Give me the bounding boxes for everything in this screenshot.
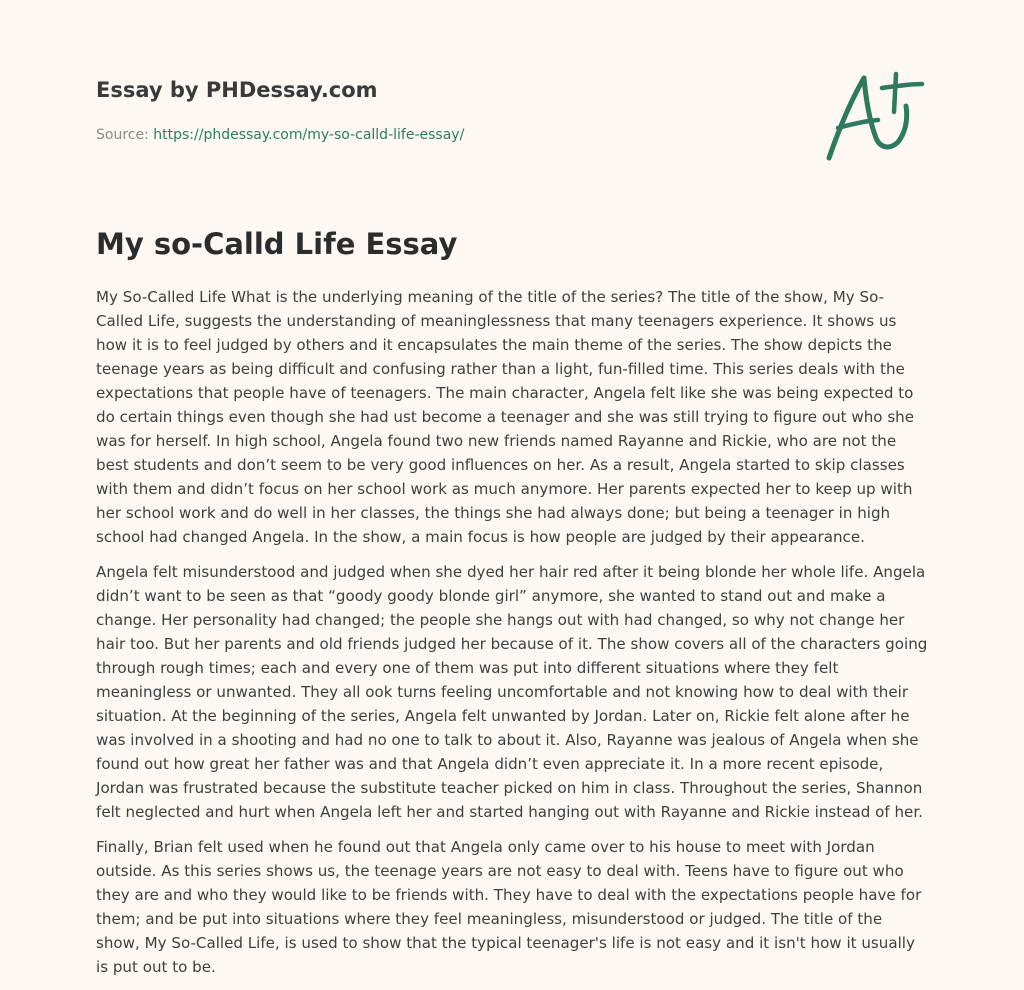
site-brand: Essay by PHDessay.com <box>96 78 378 102</box>
a-plus-logo-icon <box>820 66 930 166</box>
essay-body <box>96 285 930 990</box>
essay-paragraph: My So-Called Life What is the underlying meaning of the title of the series? The title of the show, My So-Called Life, suggests the understanding of meaninglessness that many teenagers experience. It shows us how it is to feel judged by others and it encapsulates the main theme of the series. The show depicts the teenage years as being difficult and confusing rather than a light, fun-filled time. This series deals with the expectations that people have of teenagers. The main character, Angela felt like she was being expected to do certain things even though she had ust become a teenager and she was still trying to figure out who she was for herself. In high school, Angela found two new friends named Rayanne and Rickie, who are not the best students and don’t seem to be very good influences on her. As a result, Angela started to skip classes with them and didn’t focus on her school work as much anymore. Her parents expected her to keep up with her school work and do well in her classes, the things she had always done; but being a teenager in high school had changed Angela. In the show, a main focus is how people are judged by their appearance. <box>96 288 915 546</box>
page-title: My so-Calld Life Essay <box>96 227 458 261</box>
essay-paragraph: Finally, Brian felt used when he found out that Angela only came over to his house to meet with Jordan outside. As this series shows us, the teenage years are not easy to deal with. Teens have to figure out who they are and who they would like to be friends with. They have to deal with the expectations people have for them; and be put into situations where they feel meaningless, misunderstood or judged. The title of the show, My So-Called Life, is used to show that the typical teenager's life is not easy and it isn't how it usually is put out to be. <box>96 838 922 976</box>
source-line <box>96 125 796 145</box>
essay-paragraph: Angela felt misunderstood and judged when she dyed her hair red after it being blonde her whole life. Angela didn’t want to be seen as that “goody goody blonde girl” anymore, she wanted to stand out and make a change. Her personality had changed; the people she hangs out with had changed, so why not change her hair too. But her parents and old friends judged her because of it. The show covers all of the characters going through rough times; each and every one of them was put into different situations where they felt meaningless or unwanted. They all ook turns feeling uncomfortable and not knowing how to deal with their situation. At the beginning of the series, Angela felt unwanted by Jordan. Later on, Rickie felt alone after he was involved in a shooting and had no one to talk to about it. Also, Rayanne was jealous of Angela when she found out how great her father was and that Angela didn’t even appreciate it. In a more recent episode, Jordan was frustrated because the substitute teacher picked on him in class. Throughout the series, Shannon felt neglected and hurt when Angela left her and started hanging out with Rayanne and Rickie instead of her. <box>96 563 928 821</box>
page-header <box>96 76 796 145</box>
source-link[interactable]: https://phdessay.com/my-so-calld-life-essay/ <box>153 127 465 143</box>
source-label: Source: <box>96 127 149 143</box>
